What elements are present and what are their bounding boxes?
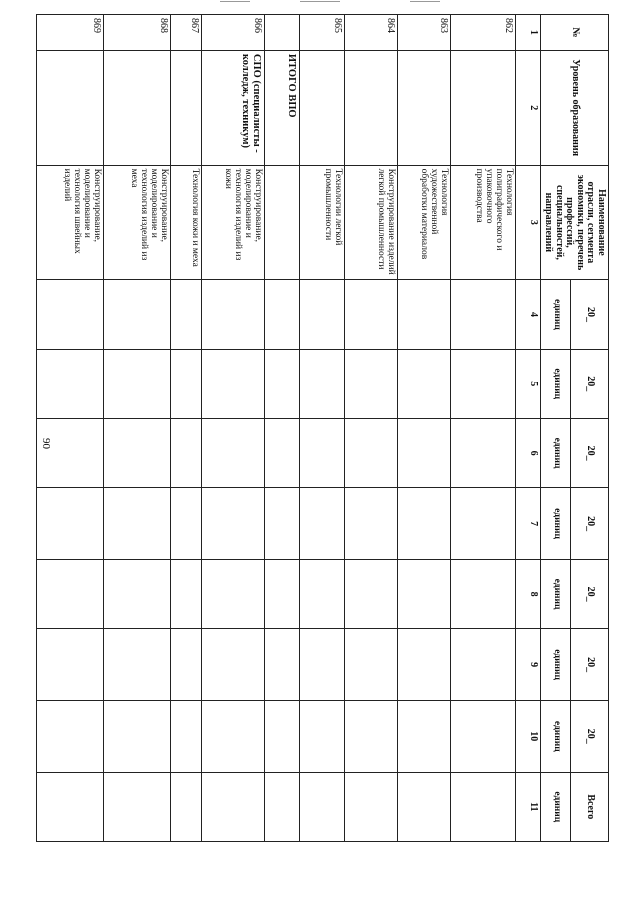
- col-number: 5: [516, 349, 541, 418]
- value-cell: [37, 700, 104, 772]
- value-cell: [37, 559, 104, 628]
- row-name: Конструирование изделий легкой промышленности: [345, 165, 398, 280]
- value-cell: [300, 772, 345, 841]
- row-level: [398, 50, 451, 165]
- value-cell: [398, 559, 451, 628]
- row-name: Технология полиграфического и упаковочного производства: [451, 165, 516, 280]
- row-number: 862: [451, 15, 516, 51]
- table-row: [451, 15, 516, 842]
- unit-4: единиц: [541, 280, 571, 349]
- header-total: Всего: [571, 772, 609, 841]
- header-level: Уровень образования: [541, 50, 609, 165]
- value-cell: [451, 349, 516, 418]
- value-cell: [265, 629, 300, 701]
- value-cell: [37, 418, 104, 487]
- value-cell: [345, 418, 398, 487]
- value-cell: [345, 488, 398, 560]
- value-cell: [265, 349, 300, 418]
- table-row: [398, 15, 451, 842]
- value-cell: [345, 280, 398, 349]
- row-number: 864: [345, 15, 398, 51]
- value-cell: [202, 700, 265, 772]
- row-name: [265, 165, 300, 280]
- value-cell: [398, 280, 451, 349]
- value-cell: [451, 700, 516, 772]
- value-cell: [202, 559, 265, 628]
- value-cell: [451, 418, 516, 487]
- value-cell: [104, 488, 171, 560]
- value-cell: [345, 629, 398, 701]
- value-cell: [37, 280, 104, 349]
- row-number: 863: [398, 15, 451, 51]
- value-cell: [37, 488, 104, 560]
- value-cell: [171, 418, 202, 487]
- row-number: 866: [202, 15, 265, 51]
- value-cell: [451, 280, 516, 349]
- col-number: 4: [516, 280, 541, 349]
- value-cell: [104, 349, 171, 418]
- row-name: Конструирование, моделирование и технология изделий из меха: [104, 165, 171, 280]
- table-row: [345, 15, 398, 842]
- unit-11: единиц: [541, 772, 571, 841]
- value-cell: [265, 488, 300, 560]
- value-cell: [37, 772, 104, 841]
- unit-7: единиц: [541, 488, 571, 560]
- row-level: [345, 50, 398, 165]
- unit-6: единиц: [541, 418, 571, 487]
- header-number: №: [541, 15, 609, 51]
- value-cell: [451, 488, 516, 560]
- value-cell: [37, 349, 104, 418]
- value-cell: [37, 629, 104, 701]
- value-cell: [171, 349, 202, 418]
- row-level: [171, 50, 202, 165]
- col-number: 3: [516, 165, 541, 280]
- value-cell: [265, 700, 300, 772]
- col-number: 8: [516, 559, 541, 628]
- row-number: 867: [171, 15, 202, 51]
- rotated-table-container: [62, 14, 609, 842]
- value-cell: [345, 772, 398, 841]
- value-cell: [398, 700, 451, 772]
- table-row: [202, 15, 265, 842]
- value-cell: [171, 559, 202, 628]
- row-level: [37, 50, 104, 165]
- row-name: Технологии легкой промышленности: [300, 165, 345, 280]
- col-number: 11: [516, 772, 541, 841]
- value-cell: [300, 488, 345, 560]
- col-number: 6: [516, 418, 541, 487]
- header-year-10: 20_: [571, 700, 609, 772]
- header-year-7: 20_: [571, 488, 609, 560]
- value-cell: [202, 280, 265, 349]
- row-number: 865: [300, 15, 345, 51]
- row-name: Конструирование, моделирование и технология изделий из кожи: [202, 165, 265, 280]
- unit-9: единиц: [541, 629, 571, 701]
- row-level: [300, 50, 345, 165]
- value-cell: [398, 349, 451, 418]
- value-cell: [104, 700, 171, 772]
- value-cell: [171, 280, 202, 349]
- row-level: СПО (специалисты - колледж, техникум): [202, 50, 265, 165]
- value-cell: [171, 772, 202, 841]
- value-cell: [300, 700, 345, 772]
- value-cell: [265, 772, 300, 841]
- education-table: [36, 14, 609, 842]
- total-row: [265, 15, 300, 842]
- value-cell: [171, 488, 202, 560]
- value-cell: [202, 772, 265, 841]
- value-cell: [202, 488, 265, 560]
- value-cell: [202, 349, 265, 418]
- value-cell: [345, 700, 398, 772]
- value-cell: [171, 629, 202, 701]
- row-name: Технология художественной обработки материалов: [398, 165, 451, 280]
- row-level: [104, 50, 171, 165]
- value-cell: [398, 418, 451, 487]
- value-cell: [345, 559, 398, 628]
- value-cell: [451, 629, 516, 701]
- unit-5: единиц: [541, 349, 571, 418]
- total-label: ИТОГО ВПО: [265, 50, 300, 165]
- header-year-9: 20_: [571, 629, 609, 701]
- header-name: Наименование отрасли, сегмента экономики, перечень профессий, специальностей, направлений: [541, 165, 609, 280]
- unit-10: единиц: [541, 700, 571, 772]
- table-row: [171, 15, 202, 842]
- header-year-8: 20_: [571, 559, 609, 628]
- value-cell: [265, 418, 300, 487]
- table-row: [37, 15, 104, 842]
- value-cell: [104, 629, 171, 701]
- value-cell: [345, 349, 398, 418]
- value-cell: [300, 559, 345, 628]
- value-cell: [104, 280, 171, 349]
- value-cell: [104, 418, 171, 487]
- value-cell: [300, 629, 345, 701]
- value-cell: [202, 629, 265, 701]
- value-cell: [300, 349, 345, 418]
- value-cell: [451, 772, 516, 841]
- col-number: 9: [516, 629, 541, 701]
- row-number: [265, 15, 300, 51]
- value-cell: [265, 280, 300, 349]
- column-number-row: [516, 15, 541, 842]
- col-number: 2: [516, 50, 541, 165]
- table-row: [104, 15, 171, 842]
- header-year-6: 20_: [571, 418, 609, 487]
- value-cell: [300, 280, 345, 349]
- scan-top-edge: [0, 0, 640, 4]
- value-cell: [398, 772, 451, 841]
- header-row: [571, 15, 609, 842]
- value-cell: [104, 559, 171, 628]
- table-row: [300, 15, 345, 842]
- value-cell: [171, 700, 202, 772]
- row-number: 868: [104, 15, 171, 51]
- value-cell: [104, 772, 171, 841]
- value-cell: [265, 559, 300, 628]
- row-name: Конструирование, моделирование и технология швейных изделий: [37, 165, 104, 280]
- row-level: [451, 50, 516, 165]
- col-number: 1: [516, 15, 541, 51]
- row-name: Технология кожи и меха: [171, 165, 202, 280]
- header-year-5: 20_: [571, 349, 609, 418]
- value-cell: [202, 418, 265, 487]
- value-cell: [451, 559, 516, 628]
- value-cell: [398, 629, 451, 701]
- value-cell: [300, 418, 345, 487]
- col-number: 7: [516, 488, 541, 560]
- row-number: 869: [37, 15, 104, 51]
- header-year-4: 20_: [571, 280, 609, 349]
- col-number: 10: [516, 700, 541, 772]
- page-number: 90: [40, 438, 52, 449]
- value-cell: [398, 488, 451, 560]
- unit-8: единиц: [541, 559, 571, 628]
